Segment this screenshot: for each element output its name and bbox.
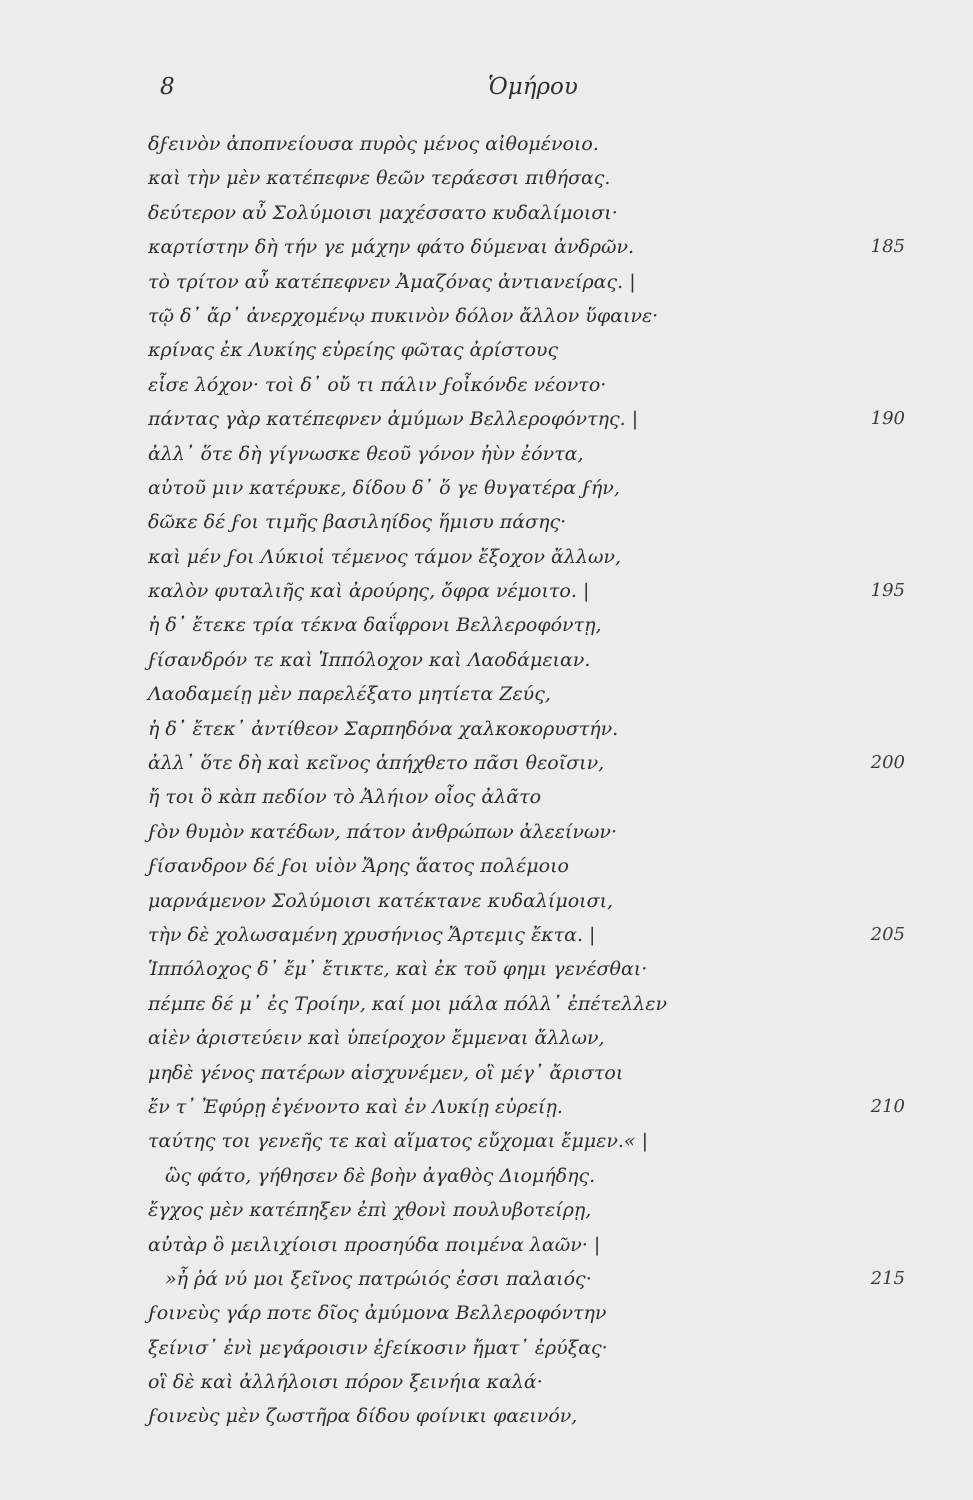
verse-line (0, 299, 973, 333)
verse-line (0, 265, 973, 299)
verse-line (0, 437, 973, 471)
verse-text: μαρνάμενον Σολύμοισι κατέκτανε κυδαλίμοισι, (148, 889, 614, 912)
page-number: 8 (160, 74, 175, 100)
verse-line (0, 643, 973, 677)
verse-line (0, 196, 973, 230)
verse-line (0, 746, 973, 780)
verse-text: ἀλλ᾿ ὅτε δὴ καὶ κεῖνος ἀπήχθετο πᾶσι θεοῖσιν, (148, 752, 605, 775)
verse-text: ταύτης τοι γενεῆς τε καὶ αἵματος εὔχομαι ἔμμεν.« | (148, 1130, 648, 1153)
verse-line (0, 230, 973, 264)
verse-text: ξείνισ᾿ ἐνὶ μεγάροισιν ἐϝείκοσιν ἤματ᾿ ἐρύξας· (148, 1336, 608, 1359)
verse-text: αὐτοῦ μιν κατέρυκε, δίδου δ᾿ ὅ γε θυγατέρα ϝήν, (148, 476, 620, 499)
verse-text: μηδὲ γένος πατέρων αἰσχυνέμεν, οἳ μέγ᾿ ἄριστοι (148, 1061, 624, 1084)
verse-text: ϝὸν θυμὸν κατέδων, πάτον ἀνθρώπων ἀλεείνων· (148, 820, 618, 843)
line-number: 190 (870, 408, 905, 430)
verse-text: αὐτὰρ ὃ μειλιχίοισι προσηύδα ποιμένα λαῶν· | (148, 1233, 601, 1256)
verse-text: ἡ δ᾿ ἔτεκε τρία τέκνα δαΐφρονι Βελλεροφόντῃ, (148, 614, 602, 637)
verse-text: οἳ δὲ καὶ ἀλλήλοισι πόρον ξεινήια καλά· (148, 1371, 543, 1394)
verse-text: ϝίσανδρόν τε καὶ Ἱππόλοχον καὶ Λαοδάμειαν. (148, 648, 591, 671)
verse-line (0, 1021, 973, 1055)
line-number: 200 (870, 752, 905, 774)
verse-line (0, 161, 973, 195)
verse-text: ἔγχος μὲν κατέπηξεν ἐπὶ χθονὶ πουλυβοτείρῃ, (148, 1199, 592, 1222)
running-title: Ὁμήρου (488, 74, 578, 100)
verse-text: καὶ τὴν μὲν κατέπεφνε θεῶν τεράεσσι πιθήσας. (148, 167, 611, 190)
verse-line (0, 1159, 973, 1193)
verse-line (0, 608, 973, 642)
verse-line (0, 677, 973, 711)
verse-text: τὴν δὲ χολωσαμένη χρυσήνιος Ἄρτεμις ἔκτα. | (148, 923, 596, 946)
verse-text: καὶ μέν ϝοι Λύκιοἱ τέμενος τάμον ἔξοχον ἄλλων, (148, 545, 622, 568)
verse-line (0, 1193, 973, 1227)
verse-text: ἡ δ᾿ ἔτεκ᾿ ἀντίθεον Σαρπηδόνα χαλκοκορυστήν. (148, 717, 619, 740)
verse-line (0, 1056, 973, 1090)
verse-text: ὣς φάτο, γήθησεν δὲ βοὴν ἀγαθὸς Διομήδης. (165, 1164, 596, 1187)
verse-text: ἀλλ᾿ ὅτε δὴ γίγνωσκε θεοῦ γόνον ἠὺν ἐόντα, (148, 442, 584, 465)
line-number: 215 (870, 1267, 905, 1289)
line-number: 210 (870, 1095, 905, 1117)
line-number: 185 (870, 236, 905, 258)
verse-text: ἤ τοι ὃ κὰπ πεδίον τὸ Ἀλήιον οἶος ἀλᾶτο (148, 786, 542, 809)
verse-line (0, 849, 973, 883)
verse-line (0, 1090, 973, 1124)
verse-text: δεύτερον αὖ Σολύμοισι μαχέσσατο κυδαλίμοισι· (148, 201, 618, 224)
verse-line (0, 471, 973, 505)
verse-line (0, 884, 973, 918)
verse-text: τὸ τρίτον αὖ κατέπεφνεν Ἀμαζόνας ἀντιανείρας. | (148, 270, 636, 293)
verse-line (0, 815, 973, 849)
verse-text: καλὸν φυταλιῆς καὶ ἀρούρης, ὄφρα νέμοιτο. | (148, 580, 590, 603)
verse-line (0, 1124, 973, 1158)
verse-line (0, 952, 973, 986)
verse-text: δϝεινὸν ἀποπνείουσα πυρὸς μένος αἰθομένοιο. (148, 133, 599, 155)
verse-text-block (0, 127, 973, 1434)
verse-text: ϝίσανδρον δέ ϝοι υἱὸν Ἄρης ἅατος πολέμοιο (148, 855, 569, 878)
verse-line (0, 1365, 973, 1399)
verse-line (0, 127, 973, 161)
verse-text: αἰὲν ἀριστεύειν καὶ ὑπείροχον ἔμμεναι ἄλλων, (148, 1027, 605, 1050)
verse-text: Ἱππόλοχος δ᾿ ἔμ᾿ ἔτικτε, καὶ ἐκ τοῦ φημι γενέσθαι· (148, 958, 648, 981)
verse-line (0, 1262, 973, 1296)
verse-line (0, 505, 973, 539)
verse-text: πάντας γὰρ κατέπεφνεν ἀμύμων Βελλεροφόντης. | (148, 408, 639, 431)
verse-text: ϝοινεὺς μὲν ζωστῆρα δίδου φοίνικι φαεινόν, (148, 1405, 578, 1428)
line-number: 195 (870, 580, 905, 602)
verse-line (0, 333, 973, 367)
verse-text: ϝοινεὺς γάρ ποτε δῖος ἀμύμονα Βελλεροφόντην (148, 1302, 607, 1325)
verse-line (0, 1399, 973, 1433)
verse-line (0, 368, 973, 402)
verse-line (0, 402, 973, 436)
verse-line (0, 987, 973, 1021)
verse-line (0, 712, 973, 746)
verse-line (0, 1228, 973, 1262)
verse-line (0, 1296, 973, 1330)
verse-text: ἔν τ᾿ Ἐφύρῃ ἐγένοντο καὶ ἐν Λυκίῃ εὐρείῃ. (148, 1095, 563, 1118)
verse-line (0, 1331, 973, 1365)
verse-line (0, 918, 973, 952)
verse-line (0, 540, 973, 574)
verse-line (0, 574, 973, 608)
verse-text: »ἦ ῥά νύ μοι ξεῖνος πατρώιός ἐσσι παλαιός· (165, 1267, 592, 1290)
verse-text: κρίνας ἐκ Λυκίης εὐρείης φῶτας ἀρίστους (148, 339, 559, 362)
verse-text: εἷσε λόχον· τοὶ δ᾿ οὔ τι πάλιν ϝοἶκόνδε νέοντο· (148, 373, 607, 396)
verse-line (0, 780, 973, 814)
line-number: 205 (870, 923, 905, 945)
verse-text: Λαοδαμείῃ μὲν παρελέξατο μητίετα Ζεύς, (148, 683, 551, 706)
verse-text: τῷ δ᾿ ἄρ᾿ ἀνερχομένῳ πυκινὸν δόλον ἄλλον ὕφαινε· (148, 304, 659, 327)
verse-text: δῶκε δέ ϝοι τιμῆς βασιληίδος ἥμισυ πάσης· (148, 511, 567, 534)
verse-text: πέμπε δέ μ᾿ ἐς Τροίην, καί μοι μάλα πόλλ᾿ ἐπέτελλεν (148, 992, 668, 1015)
verse-text: καρτίστην δὴ τήν γε μάχην φάτο δύμεναι ἀνδρῶν. (148, 236, 635, 259)
running-head (0, 70, 973, 110)
